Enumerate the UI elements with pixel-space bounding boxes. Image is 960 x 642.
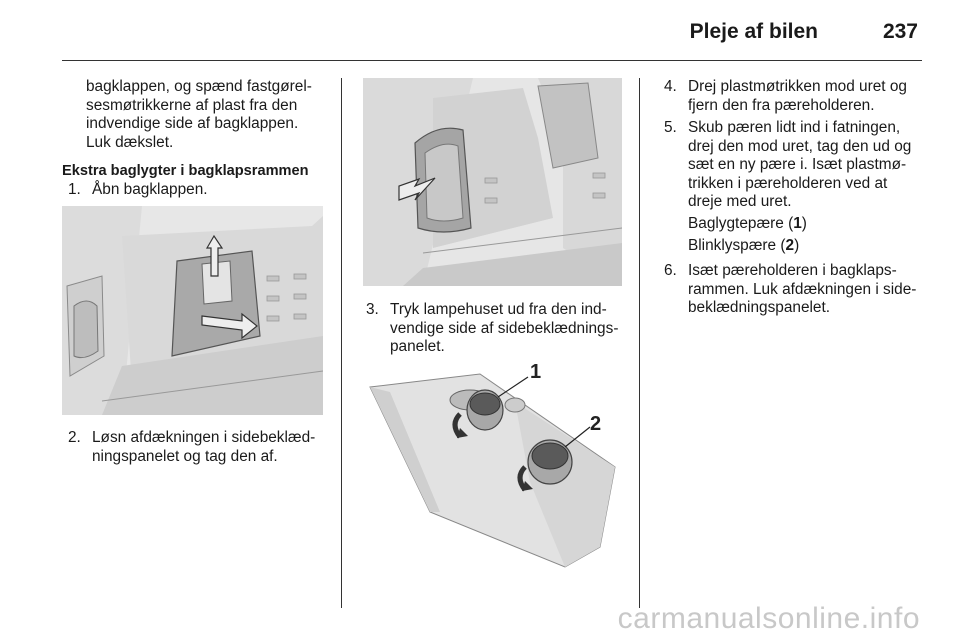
watermark: carmanualsonline.info xyxy=(617,602,920,635)
bulb-holder-illustration xyxy=(360,362,624,572)
step-text: rammen. Luk afdækningen i side- xyxy=(688,280,917,298)
bulb-ref: 2 xyxy=(785,237,795,254)
step-text: dreje med uret. xyxy=(688,193,792,211)
step-number: 3. xyxy=(366,301,379,318)
column-divider-2 xyxy=(639,78,640,608)
page-title: Pleje af bilen xyxy=(689,20,818,43)
callout-2: 2 xyxy=(590,413,602,435)
step-text: fjern den fra pæreholderen. xyxy=(688,96,875,114)
step-6 xyxy=(664,262,926,322)
step-text: Tryk lampehuset ud fra den ind- xyxy=(390,301,607,318)
step-number: 4. xyxy=(664,78,677,95)
step-3 xyxy=(366,301,636,361)
step-text: Drej plastmøtrikken mod uret og xyxy=(688,78,907,95)
callout-1: 1 xyxy=(530,362,542,383)
bulb-text: Blinklyspære ( xyxy=(688,237,786,254)
step-number: 2. xyxy=(68,429,81,446)
lamp-housing-illustration xyxy=(363,78,622,286)
text-line: bagklappen, og spænd fastgørel- xyxy=(86,78,312,95)
bulb-ref: 1 xyxy=(793,215,802,232)
step-number: 6. xyxy=(664,262,677,279)
bulb-text: ) xyxy=(801,215,807,232)
blink-bulb-line xyxy=(688,237,928,256)
step-2 xyxy=(68,429,340,469)
step-5 xyxy=(664,119,926,214)
page-number: 237 xyxy=(882,20,918,43)
step-1 xyxy=(68,181,340,201)
step-text: panelet. xyxy=(390,338,445,356)
tail-bulb-line xyxy=(688,215,928,234)
step-4 xyxy=(664,78,926,118)
continued-paragraph xyxy=(86,78,338,152)
step-number: 5. xyxy=(664,119,677,136)
step-text: vendige side af sidebeklædnings- xyxy=(390,319,619,337)
step-number: 1. xyxy=(68,181,81,198)
step-text: trikken i pæreholderen ved at xyxy=(688,174,888,192)
step-text: drej den mod uret, tag den ud og xyxy=(688,137,912,155)
step-text: sæt en ny pære i. Isæt plastmø- xyxy=(688,156,907,174)
step-text: beklædningspanelet. xyxy=(688,299,831,317)
bulb-text: Baglygtepære ( xyxy=(688,215,794,232)
step-text: Åbn bagklappen. xyxy=(92,181,208,198)
text-line: indvendige side af bagklappen. xyxy=(86,115,299,133)
column-divider-1 xyxy=(341,78,342,608)
step-text: Skub pæren lidt ind i fatningen, xyxy=(688,119,901,136)
text-line: Luk dækslet. xyxy=(86,133,174,151)
step-text: ningspanelet og tag den af. xyxy=(92,447,278,465)
step-text: Løsn afdækningen i sidebeklæd- xyxy=(92,429,316,446)
step-text: Isæt pæreholderen i bagklaps- xyxy=(688,262,897,279)
text-line: sesmøtrikkerne af plast fra den xyxy=(86,96,298,114)
trunk-panel-illustration xyxy=(62,206,323,415)
header-divider xyxy=(62,60,922,61)
section-heading: Ekstra baglygter i bagklapsrammen xyxy=(62,163,309,179)
bulb-text: ) xyxy=(794,237,800,254)
